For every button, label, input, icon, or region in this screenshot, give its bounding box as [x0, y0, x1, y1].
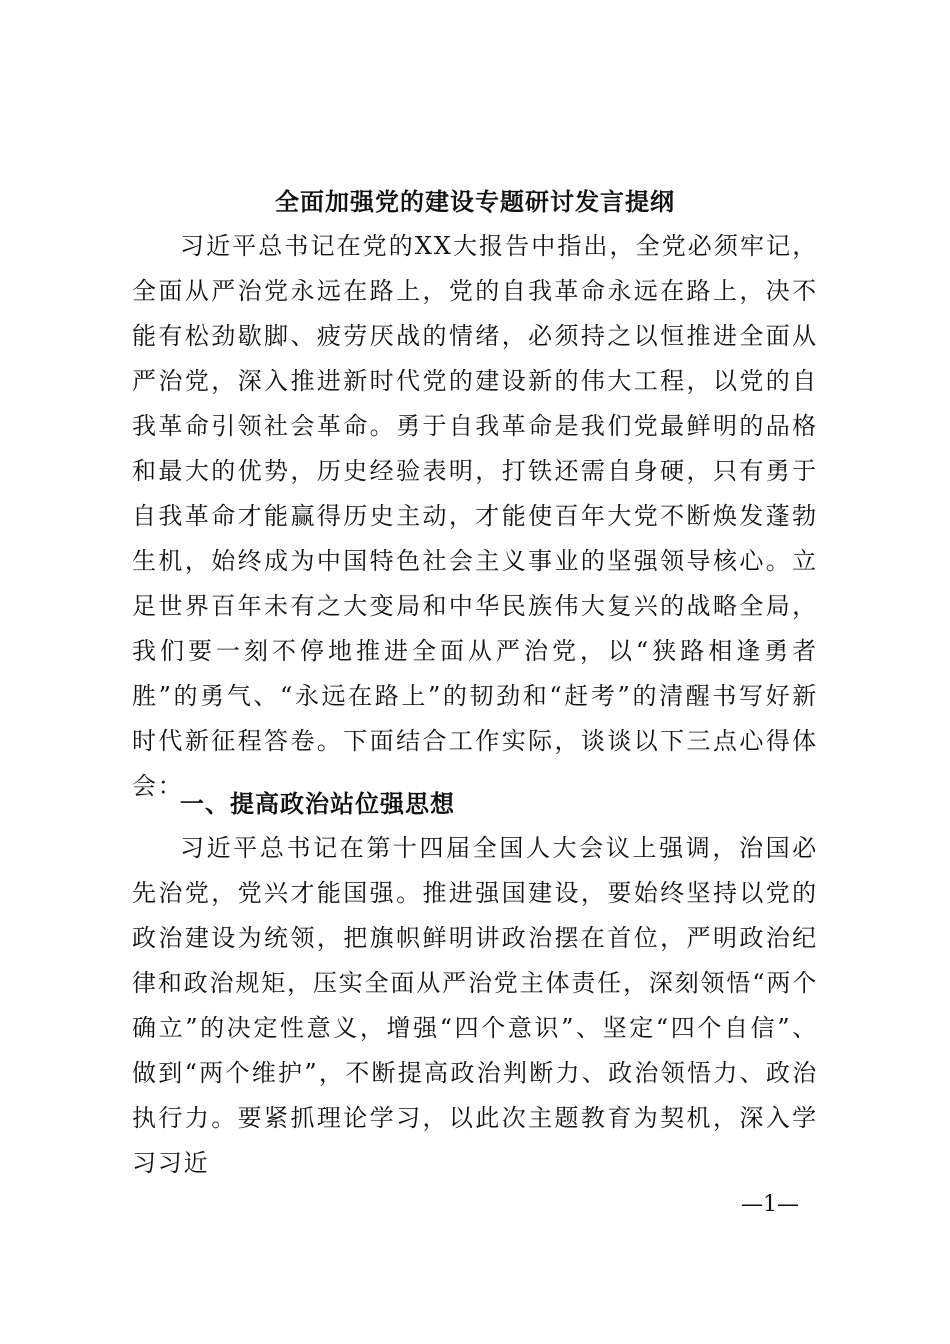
section-heading-1: 一、提高政治站位强思想 — [180, 790, 455, 818]
document-title: 全面加强党的建设专题研讨发言提纲 — [275, 187, 675, 216]
intro-paragraph: 习近平总书记在党的XX大报告中指出，全党必须牢记，全面从严治党永远在路上，党的自我革命永远在路上，决不能有松劲歇脚、疲劳厌战的情绪，必须持之以恒推进全面从严治党，深入推进新时代党的建设新的伟大工程，以党的自我革命引领社会革命。勇于自我革命是我们党最鲜明的品格和最大的优势，历史经验表明，打铁还需自身硬，只有勇于自我革命才能赢得历史主动，才能使百年大党不断焕发蓬勃生机，始终成为中国特色社会主义事业的坚强领导核心。立足世界百年未有之大变局和中华民族伟大复兴的战略全局，我们要一刻不停地推进全面从严治党，以“狭路相逢勇者胜”的勇气、“永远在路上”的韧劲和“赶考”的清醒书写好新时代新征程答卷。下面结合工作实际，谈谈以下三点心得体会： — [132, 232, 818, 800]
section-1-paragraph: 习近平总书记在第十四届全国人大会议上强调，治国必先治党，党兴才能国强。推进强国建设，要始终坚持以党的政治建设为统领，把旗帜鲜明讲政治摆在首位，严明政治纪律和政治规矩，压实全面从严治党主体责任，深刻领悟“两个确立”的决定性意义，增强“四个意识”、坚定“四个自信”、做到“两个维护”，不断提高政治判断力、政治领悟力、政治执行力。要紧抓理论学习，以此次主题教育为契机，深入学习习近 — [132, 834, 818, 1177]
page-number: —1— — [741, 1192, 799, 1217]
